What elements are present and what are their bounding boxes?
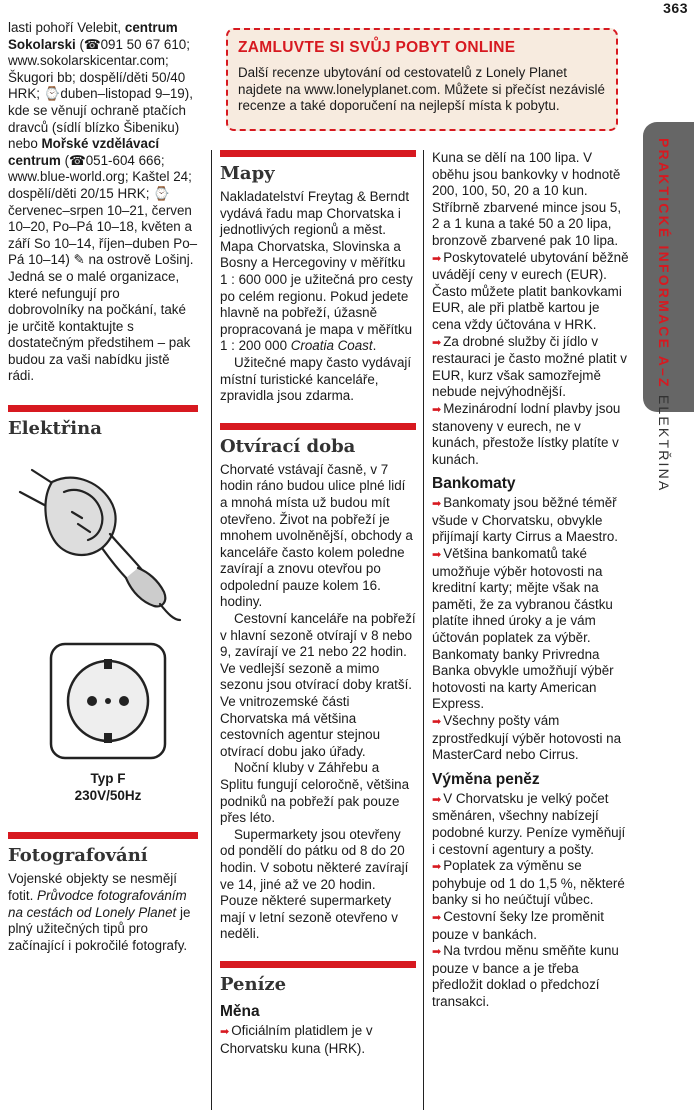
paragraph [8,871,198,954]
subsection-title-exchange: Výměna peněz [432,770,540,788]
arrow-icon: ➡ [432,793,442,806]
promo-text: Další recenze ubytování od cestovatelů z Lonely Planet najdete na www.lonelyplanet.com. Můžete si přečíst nezávislé recenze a také doporučení na nejlepší místa k pobytu. [238,65,605,114]
section-rule [8,832,198,839]
text: Za drobné služby či jídlo v restauraci je často možné platit v EUR, kurz však samozřejmě nebude nejvýhodnější. [432,333,627,400]
paragraph: Kuna se dělí na 100 lipa. V oběhu jsou bankovky v hodnotě 200, 100, 50, 20 a 10 kun. Stříbrně zbarvené mince jsou 5, 2 a 1 kuna a také 50 a 20 lipa, bronzově zbarvené pak 10 lipa. [432,150,622,248]
arrow-icon: ➡ [432,716,442,728]
section-title-photography: Fotografování [8,845,148,867]
text: (☎091 50 67 610; www.sokolarskicentar.com; Škugori bb; dospělí/děti 50/40 HRK; ⌚duben–listopad 9–19), kde se věnují ochraně ptačích dravců (sídlí blízko Šibeniku) nebo [8,36,193,152]
section-rule [220,961,416,968]
section-title-maps: Mapy [220,163,275,184]
text: Cestovní šeky lze proměnit pouze v bankách. [432,908,604,942]
socket-icon [48,641,168,761]
column-divider [211,150,212,1110]
column-3 [432,150,630,1011]
paragraph: Noční kluby v Záhřebu a Splitu fungují celoročně, většina podniků na pobřeží pak pouze přes léto. [220,760,410,826]
text: Bankomaty jsou běžné téměř všude v Chorvatsku, obvykle přijímají karty Cirrus a Maestro. [432,495,619,545]
book-title: Průvodce fotografováním na cestách od Lonely Planet [8,888,187,920]
text: Oficiálním platidlem je v Chorvatsku kuna (HRK). [220,1022,373,1056]
plug-icon [12,452,182,622]
promo-box [226,28,618,131]
sokolarski-name: centrum Sokolarski [8,20,178,52]
arrow-icon: ➡ [432,911,442,924]
paragraph: Chorvaté vstávají časně, v 7 hodin ráno budou ulice plné lidí a mnohá místa už budou mít otevřeno. Život na pobřeží je mnohem uvolněnější, obchody a kanceláře často kolem poledne zavírají a znovu otevřou po odpolední pauze kolem 16. hodiny. [220,461,413,610]
text: lasti pohoří Velebit, [8,20,125,35]
section-rule [8,405,198,412]
side-tab-sub: ELEKTŘINA [656,394,672,493]
text: Poskytovatelé ubytování běžně uvádějí ceny v eurech (EUR). Často můžete platit bankovkami EUR, ale při platbě kartou je cena vždy účtována v HRK. [432,249,629,332]
text: (☎051-604 666; www.blue-world.org; Kaštel 24; dospělí/děti 20/15 HRK; ⌚červenec–srpen 10–21, červen 10–20, Po–Pá 10–18, květen a září So 10–14, říjen–duben Po–Pá 10–14) ✎ na ostrově Lošinj. Jedná se o malé organizace, které nefungují pro dobrovolníky na počkání, také je určitě kontaktujte s dostatečným předstihem – pak budou za vaši nabídku jistě rádi. [8,152,198,384]
text: Mezinárodní lodní plavby jsou stanoveny v eurech, ne v kunách, přestože lístky platíte v kunách. [432,400,621,467]
page-number: 363 [663,0,688,16]
bullet-item [432,334,630,401]
paragraph: Cestovní kanceláře na pobřeží v hlavní sezoně otvírají v 8 nebo 9, zavírají ve 21 nebo 22 hodin. Ve vedlejší sezoně a mimo sezonu jsou otvírací doby kratší. Ve vnitrozemské části Chorvatska má většina cestovních agentur stejnou otvírací dobu jako úřady. [220,611,416,759]
text: je plný užitečných tipů pro začínající i pokročilé fotografy. [8,904,191,953]
text: Na tvrdou měnu směňte kunu pouze v bance a je třeba předložit doklad o předchozí transakci. [432,943,619,1009]
socket-type: Typ F [90,771,126,787]
column-1 [8,20,198,954]
section-title-money: Peníze [220,973,287,995]
arrow-icon: ➡ [432,549,442,562]
paragraph: Supermarkety jsou otevřeny od pondělí do pátku od 8 do 20 hodin. V sobotu některé zavírají ve 14, jiné až ve 20 hodin. Pouze některé supermarkety mají v letní sezoně otevřeno v neděli. [220,826,409,942]
paragraph [220,189,416,355]
arrow-icon: ➡ [432,336,442,349]
subsection-title-currency: Měna [220,1002,260,1020]
morske-name: Mořské vzdělávací centrum [8,136,160,168]
paragraph: Užitečné mapy často vydávají místní turistické kanceláře, zpravidla jsou zdarma. [220,354,412,404]
text: V Chorvatsku je velký počet směnáren, všechny nabízejí podobné kurzy. Peníze vyměňují i cestovní agentury a pošty. [432,790,626,857]
column-2 [220,150,416,1057]
bullet-item [432,858,630,909]
arrow-icon: ➡ [432,403,442,416]
text: Většina bankomatů také umožňuje výběr hotovosti na kreditní karty; mějte však na paměti, že za vybranou částku platíte ihned úroky a je vám účtován poplatek za výběr. Bankomaty banky Privredna Banka obvykle umožňují výběr hotovosti na karty American Express. [432,546,614,712]
map-title: Croatia Coast [290,338,373,354]
section-title-opening-hours: Otvírací doba [220,435,356,457]
bullet-item [220,1023,416,1057]
socket-figure [28,641,188,805]
section-rule [220,150,416,157]
bullet-item [432,791,630,858]
column-divider [423,150,424,1110]
paragraph [8,20,198,385]
bullet-item [432,909,630,943]
arrow-icon: ➡ [220,1025,230,1038]
bullet-item [432,250,630,334]
bullet-item [432,401,630,468]
bullet-item [432,495,630,546]
subsection-title-atm: Bankomaty [432,475,516,493]
section-rule [220,423,416,430]
arrow-icon: ➡ [432,861,442,874]
text: . [372,338,377,354]
text: Vojenské objekty se nesmějí fotit. [8,871,177,904]
bullet-item [432,943,630,1010]
arrow-icon: ➡ [432,498,442,511]
text: Poplatek za výměnu se pohybuje od 1 do 1,5 %, některé banky si ho neúčtují vůbec. [432,858,625,908]
side-tab-label [656,138,672,492]
arrow-icon: ➡ [432,252,442,265]
socket-voltage: 230V/50Hz [74,787,142,803]
text: Nakladatelství Freytag & Berndt vydává řadu map Chorvatska i jednotlivých regionů a měst. Mapa Chorvatska, Slovinska a Bosny a Hercegoviny v měřítku 1 : 600 000 je užitečná pro cesty po celém regionu. Pokud jedete hlavně na pobřeží, úžasně propracovaná je mapa v měřítku 1 : 200 000 [220,189,413,354]
section-title-electricity: Elektřina [8,418,102,440]
bullet-item [432,546,630,713]
text: Všechny pošty vám zprostředkují výběr hotovosti na MasterCard nebo Cirrus. [432,713,622,763]
bullet-item [432,713,630,764]
promo-title: ZAMLUVTE SI SVŮJ POBYT ONLINE [238,39,516,56]
side-tab-main: PRAKTICKÉ INFORMACE A–Z [656,138,672,389]
arrow-icon: ➡ [432,946,442,959]
